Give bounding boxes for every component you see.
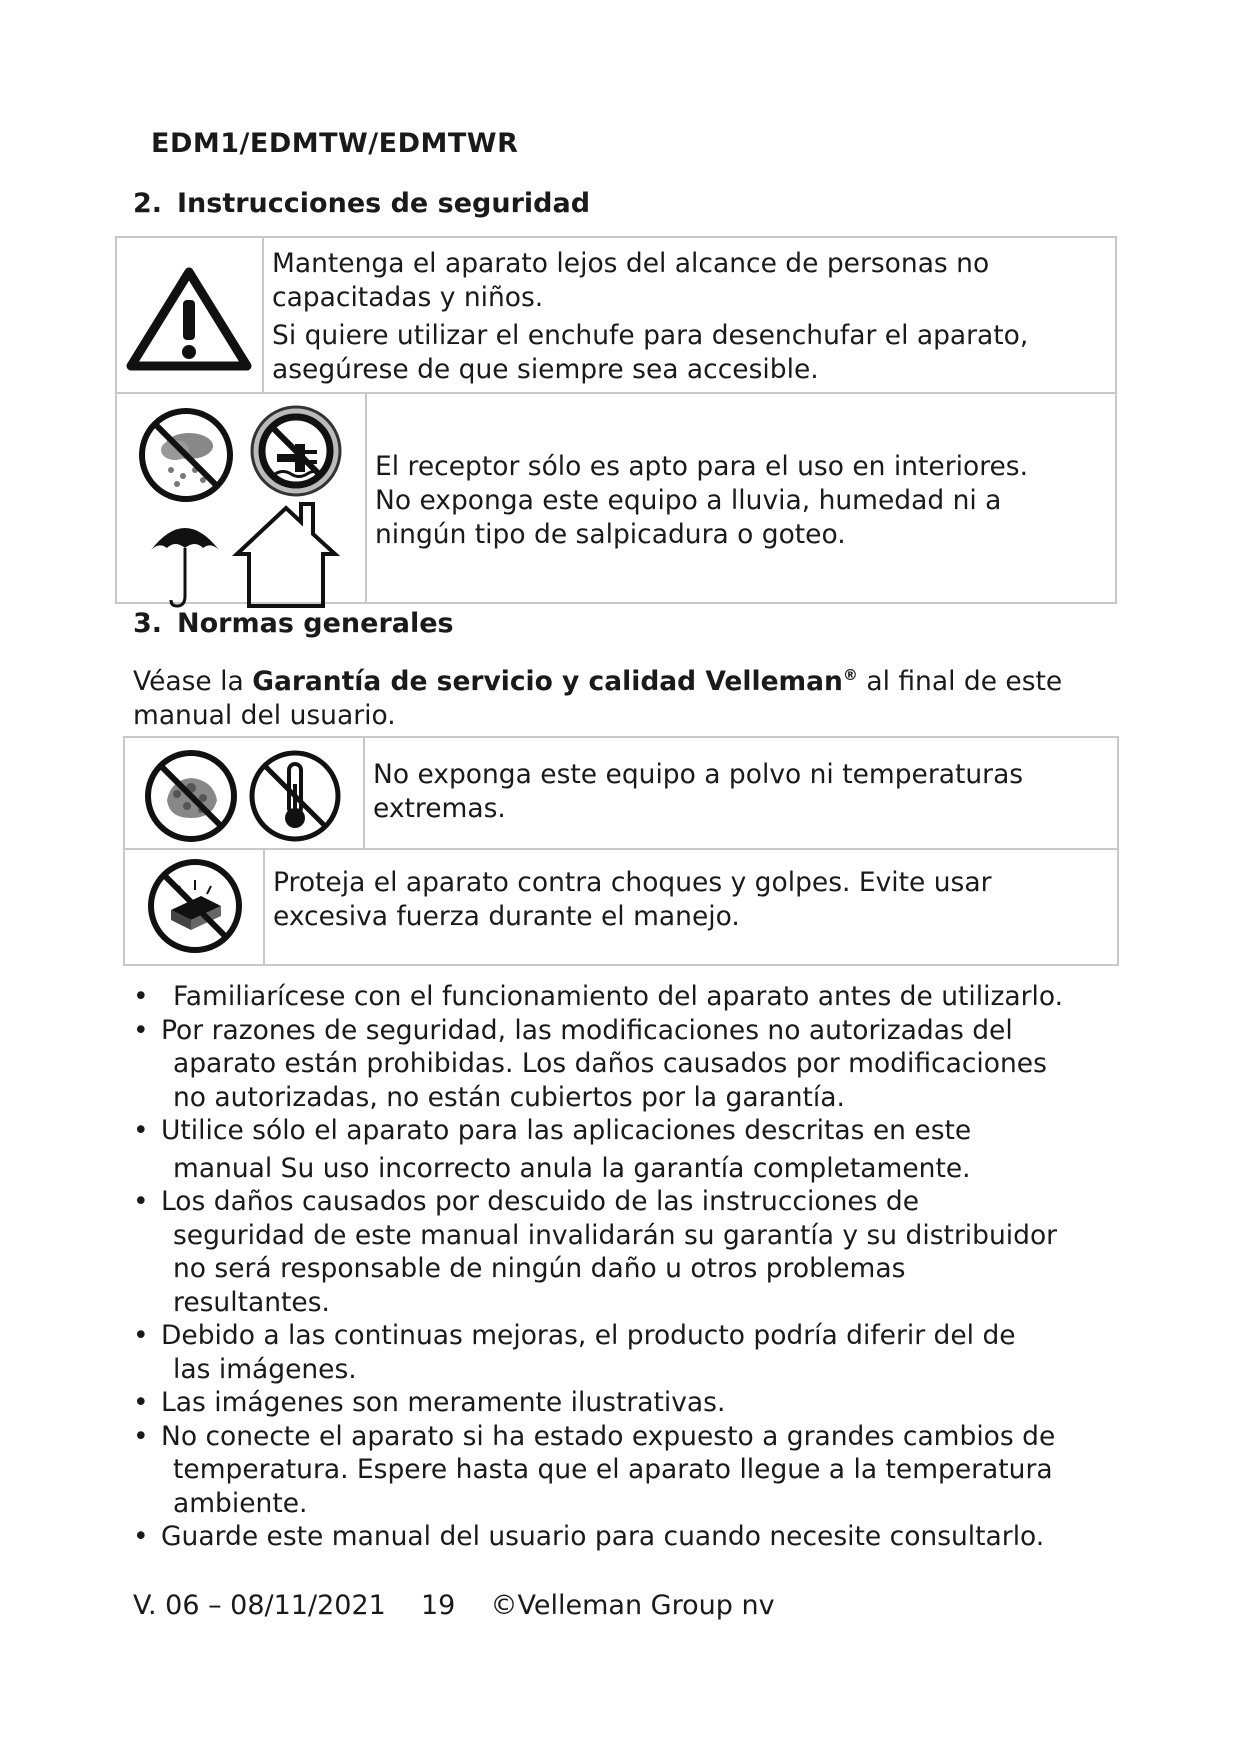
text-line xyxy=(133,658,1123,699)
text-cell xyxy=(272,238,1115,392)
intro-prefix: Véase la xyxy=(133,665,253,697)
page-number: 19 xyxy=(420,1590,456,1621)
text-line: extremas. xyxy=(373,793,506,824)
list-item xyxy=(133,1520,1133,1554)
text-line: no autorizadas, no están cubiertos por la garantía. xyxy=(173,1081,845,1113)
bullet-icon: • xyxy=(133,1387,149,1418)
list-item xyxy=(133,1014,1133,1115)
text-line: ambiente. xyxy=(173,1487,308,1519)
text-line: capacitadas y niños. xyxy=(272,282,544,313)
warning-triangle-icon xyxy=(117,238,262,392)
bullet-icon: • xyxy=(133,1186,149,1217)
text-line: Proteja el aparato contra choques y golpes. Evite usar xyxy=(273,867,992,898)
list-item xyxy=(133,1420,1133,1521)
text-line: Los daños causados por descuido de las instrucciones de xyxy=(161,1186,920,1217)
text-line: Debido a las continuas mejoras, el producto podría diferir del de xyxy=(161,1320,1016,1351)
safety-row-warning xyxy=(117,238,1115,394)
text-cell xyxy=(373,738,1117,848)
general-row-dust-temp xyxy=(125,738,1117,850)
text-line: No exponga este equipo a polvo ni temperaturas xyxy=(373,759,1024,790)
general-rules-list xyxy=(133,980,1133,1554)
text-line: Las imágenes son meramente ilustrativas. xyxy=(161,1387,726,1418)
text-line: El receptor sólo es apto para el uso en interiores. xyxy=(375,451,1029,482)
text-line: temperatura. Espere hasta que el aparato llegue a la temperatura xyxy=(173,1454,1053,1485)
no-water-plug-icon xyxy=(247,402,345,500)
text-line: asegúrese de que siempre sea accesible. xyxy=(272,354,819,385)
text-line: resultantes. xyxy=(173,1286,330,1318)
bullet-icon: • xyxy=(133,1521,149,1552)
text-line: Familiarícese con el funcionamiento del aparato antes de utilizarlo. xyxy=(173,981,1064,1012)
text-line: las imágenes. xyxy=(173,1353,357,1385)
text-line: No exponga este equipo a lluvia, humedad ni a xyxy=(375,485,1002,516)
no-impact-icon xyxy=(145,856,245,956)
text-line: aparato están prohibidas. Los daños causados por modificaciones xyxy=(173,1048,1047,1079)
icon-cell xyxy=(117,394,367,602)
warranty-name: Garantía de servicio y calidad Velleman xyxy=(252,665,843,697)
text-cell xyxy=(273,850,1117,964)
list-item xyxy=(133,1386,1133,1420)
no-thermometer-icon xyxy=(247,748,343,844)
house-icon xyxy=(227,496,345,612)
version-date: V. 06 – 08/11/2021 xyxy=(133,1590,386,1621)
bullet-icon: • xyxy=(133,981,149,1012)
bullet-icon: • xyxy=(133,1420,149,1452)
icon-cell xyxy=(117,238,264,392)
text-line: seguridad de este manual invalidarán su garantía y su distribuidor xyxy=(173,1219,1058,1251)
general-table xyxy=(123,736,1119,966)
text-line: manual del usuario. xyxy=(133,699,396,731)
list-item xyxy=(133,980,1133,1014)
text-line: Utilice sólo el aparato para las aplicaciones descritas en este xyxy=(161,1115,972,1146)
safety-table xyxy=(115,236,1117,604)
section-2-heading xyxy=(133,188,590,219)
text-line: excesiva fuerza durante el manejo. xyxy=(273,901,740,932)
text-line: Por razones de seguridad, las modificaciones no autorizadas del xyxy=(161,1014,1013,1046)
warranty-paragraph xyxy=(133,658,1123,733)
section-title: Normas generales xyxy=(177,608,454,639)
text-line: no será responsable de ningún daño u otros problemas xyxy=(173,1253,906,1284)
registered-mark: ® xyxy=(842,666,858,684)
safety-row-indoor xyxy=(117,394,1115,602)
text-line: ningún tipo de salpicadura o goteo. xyxy=(375,519,846,550)
text-line: Si quiere utilizar el enchufe para desenchufar el aparato, xyxy=(272,320,1029,351)
page-footer xyxy=(133,1590,775,1621)
section-3-heading xyxy=(133,608,454,639)
section-number: 2. xyxy=(133,188,163,219)
copyright: ©Velleman Group nv xyxy=(490,1590,775,1621)
umbrella-icon xyxy=(145,512,225,612)
list-item xyxy=(133,1185,1133,1319)
text-line: No conecte el aparato si ha estado expuesto a grandes cambios de xyxy=(161,1420,1056,1452)
text-line: manual Su uso incorrecto anula la garantía completamente. xyxy=(173,1152,971,1184)
bullet-icon: • xyxy=(133,1014,149,1046)
no-rain-icon xyxy=(137,406,235,504)
list-item xyxy=(133,1319,1133,1386)
general-row-impact xyxy=(125,850,1117,964)
section-title: Instrucciones de seguridad xyxy=(177,188,591,219)
bullet-icon: • xyxy=(133,1320,149,1351)
icon-cell xyxy=(125,738,365,848)
text-cell xyxy=(375,394,1115,602)
text-line: Guarde este manual del usuario para cuando necesite consultarlo. xyxy=(161,1521,1045,1552)
text-line: Mantenga el aparato lejos del alcance de personas no xyxy=(272,248,990,279)
icon-cell xyxy=(125,850,265,964)
no-dust-icon xyxy=(143,748,239,844)
model-title: EDM1/EDMTW/EDMTWR xyxy=(151,128,519,159)
section-number: 3. xyxy=(133,608,163,639)
intro-suffix: al final de este xyxy=(857,665,1063,697)
list-item xyxy=(133,1114,1133,1185)
bullet-icon: • xyxy=(133,1115,149,1146)
